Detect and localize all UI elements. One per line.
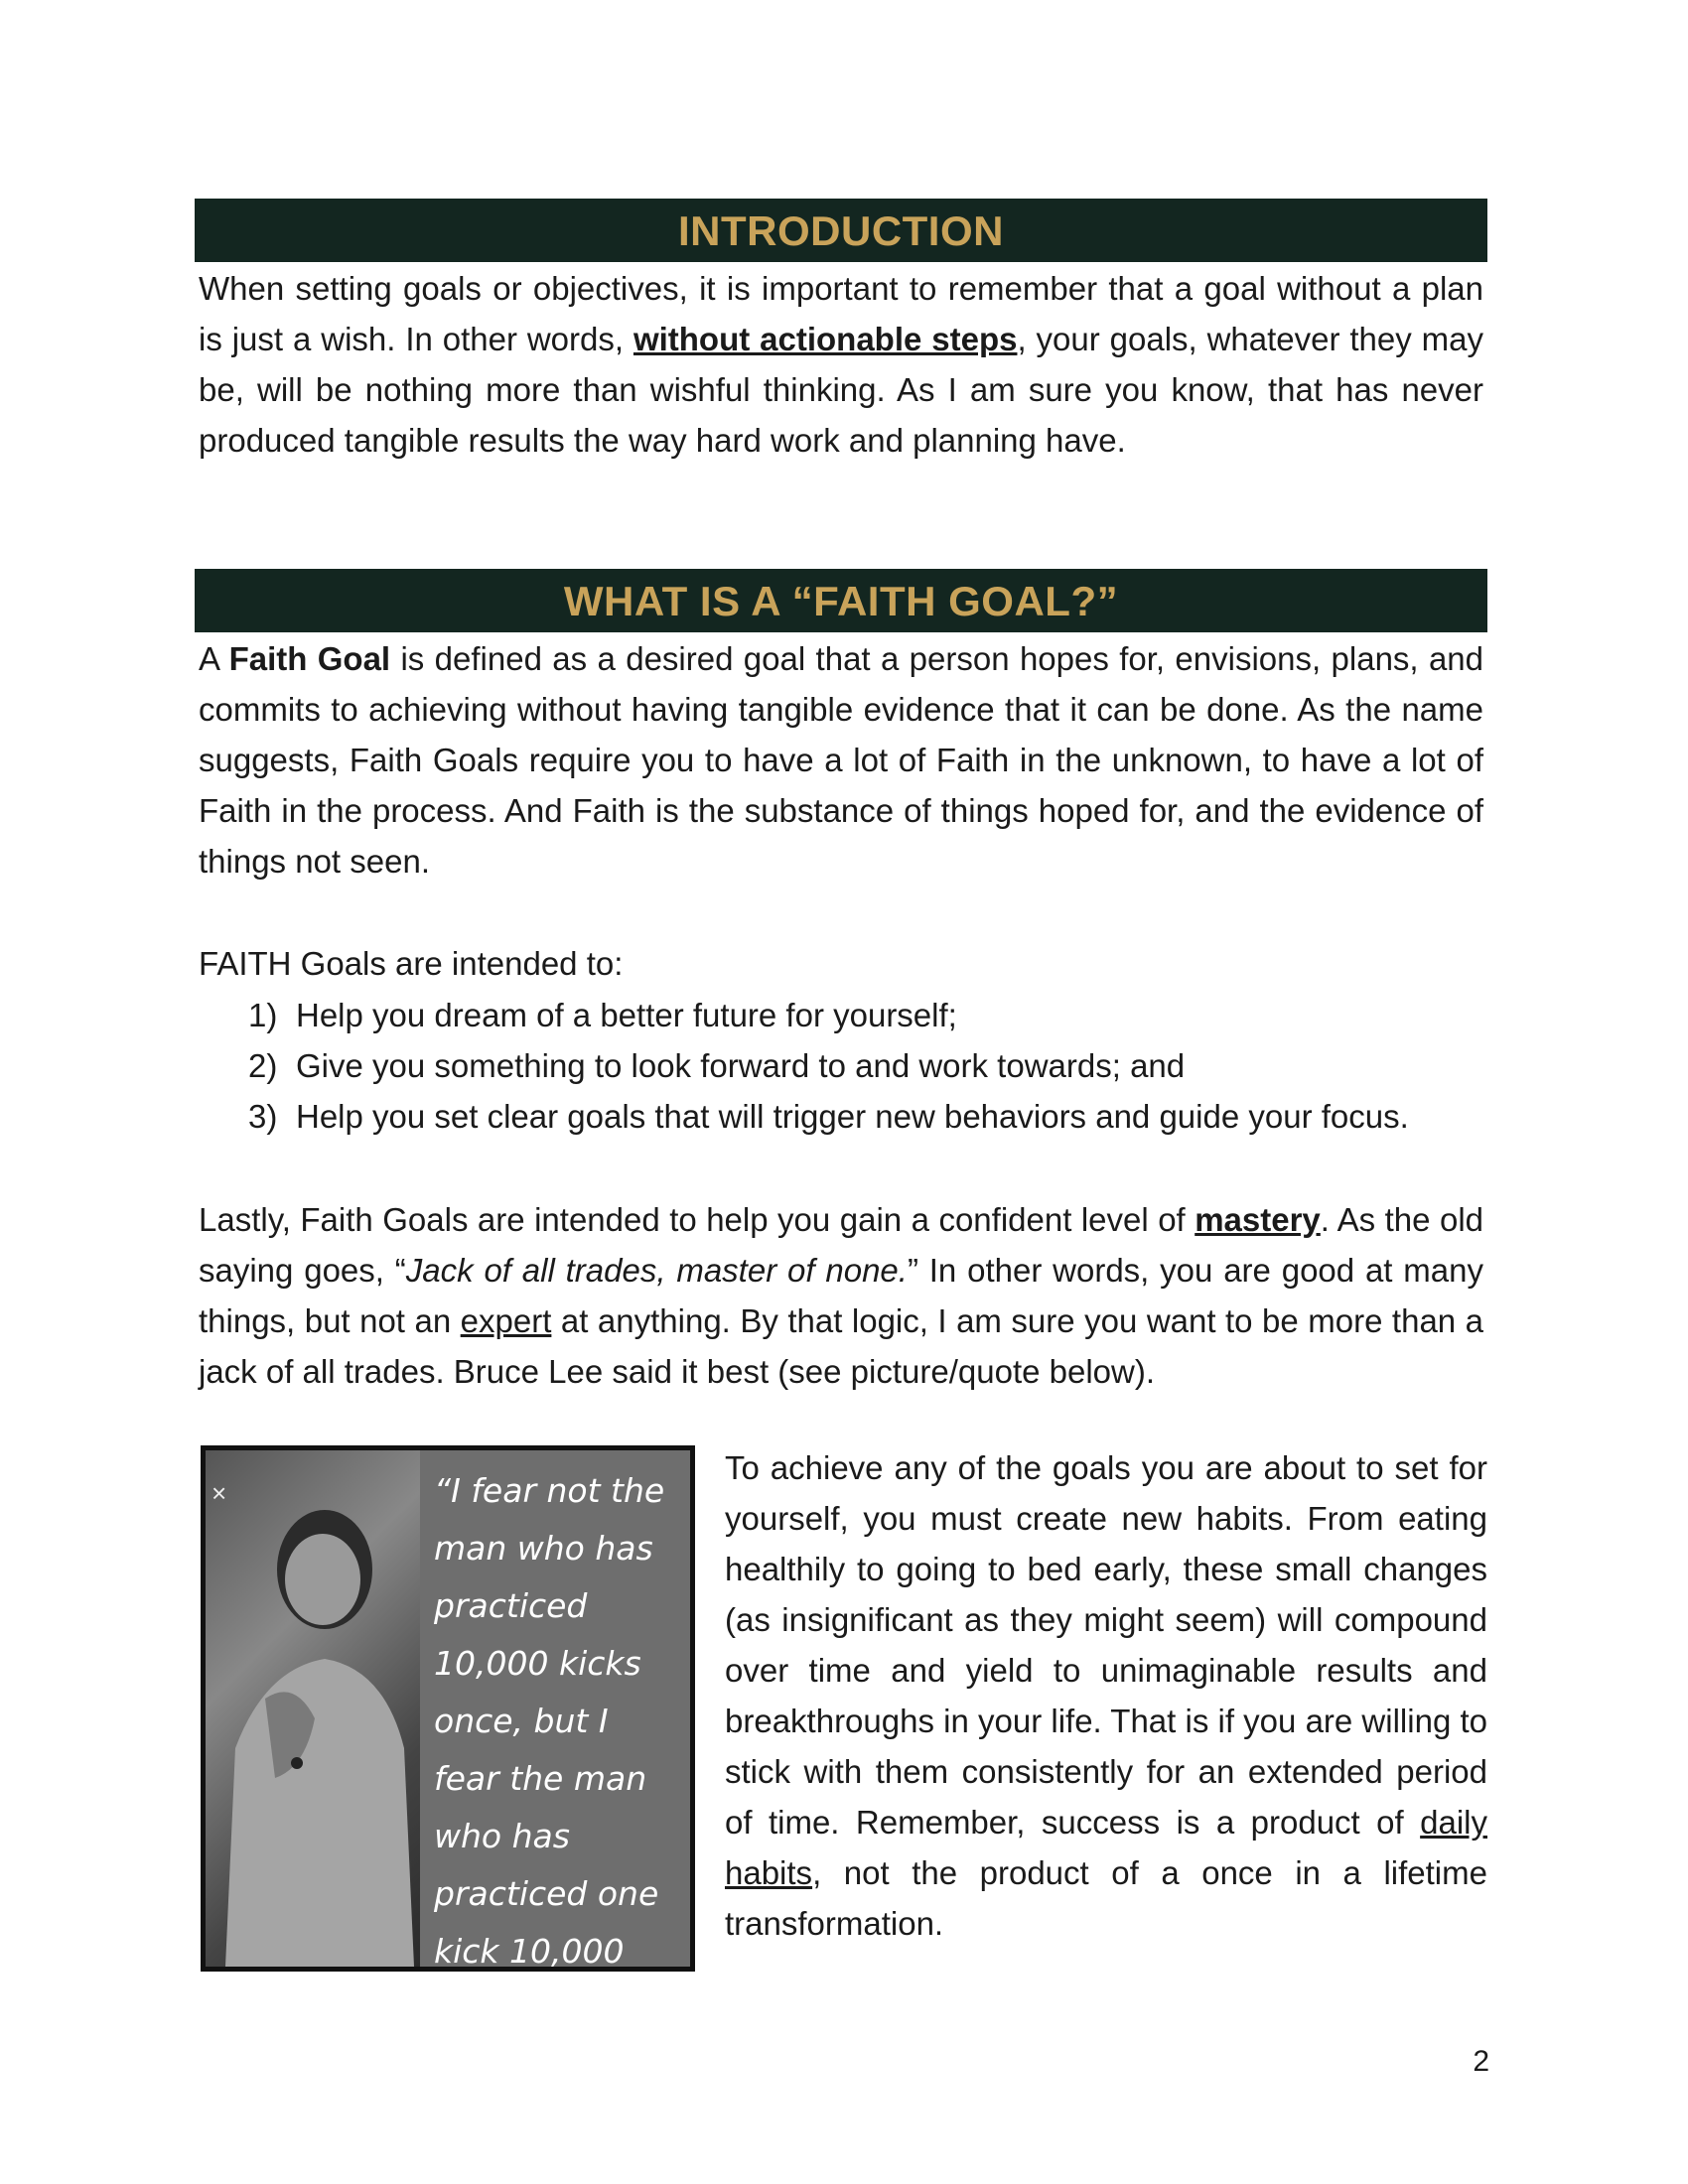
daily-habits-emphasis: daily habits: [725, 1804, 1487, 1891]
list-item-text: Help you set clear goals that will trigger new behaviors and guide your focus.: [296, 1098, 1409, 1135]
mastery-text-g: at anything. By that logic, I am sure you want to be more than a jack of all trades. Bruce Lee said it best (see picture/quote below).: [199, 1302, 1483, 1390]
quote-author: Bruce Lee: [434, 2047, 599, 2086]
habits-text-a: To achieve any of the goals you are about to set for yourself, you must create new habits. From eating healthily to going to bed early, these small changes (as insignificant as they might seem) will compound over time and yield to unimaginable results and breakthroughs in your life. That is if you are willing to stick with them consistently for an extended period of time. Remember, success is a product of: [725, 1449, 1487, 1841]
close-icon[interactable]: ×: [211, 1478, 227, 1508]
page-number: 2: [1473, 2045, 1489, 2078]
mastery-text-a: Lastly, Faith Goals are intended to help you gain a confident level of: [199, 1201, 1196, 1238]
faith-goal-term: Faith Goal: [228, 640, 391, 677]
list-item-text: Help you dream of a better future for yourself;: [296, 997, 957, 1033]
list-item-text: Give you something to look forward to and work towards; and: [296, 1047, 1186, 1084]
list-item-number: 1): [248, 997, 278, 1033]
faith-text-c: is defined as a desired goal that a person hopes for, envisions, plans, and commits to achieving without having tangible evidence that it can be done. As the name suggests, Faith Goals require you to have a lot of Faith in the unknown, to have a lot of Faith in the process. And Faith is the substance of things hoped for, and the evidence of things not seen.: [199, 640, 1484, 880]
habits-paragraph: [725, 1442, 1487, 1949]
faith-text-a: A: [199, 640, 229, 677]
bruce-lee-quote-image: [201, 1445, 695, 2086]
jack-of-all-trades-quote: Jack of all trades, master of none.: [405, 1252, 908, 1289]
habits-text-c: , not the product of a once in a lifetime transformation.: [725, 1854, 1487, 1942]
quote-text: “I fear not the man who has practiced 10,000 kicks once, but I fear the man who has practiced one kick 10,000 times.”: [434, 1471, 665, 2028]
bruce-lee-quote: [434, 1462, 682, 2096]
bruce-lee-photo: [206, 1450, 420, 1967]
mastery-emphasis: mastery: [1195, 1201, 1321, 1238]
faith-goal-heading: WHAT IS A “FAITH GOAL?”: [195, 569, 1487, 632]
mastery-paragraph: [199, 1194, 1483, 1397]
list-item: [248, 990, 1489, 1040]
list-item: [248, 1091, 1489, 1142]
intro-emphasis: without actionable steps: [633, 321, 1018, 357]
expert-underlined: expert: [460, 1302, 552, 1339]
list-item: [248, 1040, 1489, 1091]
mastery-text-c: . As the old saying goes, “: [199, 1201, 1483, 1289]
list-item-number: 2): [248, 1047, 278, 1084]
portrait-silhouette: [206, 1450, 420, 1967]
introduction-heading: INTRODUCTION: [195, 199, 1487, 262]
introduction-paragraph: [199, 263, 1483, 466]
faith-goals-list: [248, 990, 1489, 1142]
intro-text-a: When setting goals or objectives, it is important to remember that a goal without a plan is just a wish. In other words,: [199, 270, 1483, 357]
mastery-text-e: ” In other words, you are good at many things, but not an: [199, 1252, 1483, 1339]
intro-text-c: , your goals, whatever they may be, will be nothing more than wishful thinking. As I am sure you know, that has never produced tangible results the way hard work and planning have.: [199, 321, 1484, 459]
list-item-number: 3): [248, 1098, 278, 1135]
list-intro: FAITH Goals are intended to:: [199, 945, 624, 982]
faith-goal-definition: [199, 633, 1483, 887]
